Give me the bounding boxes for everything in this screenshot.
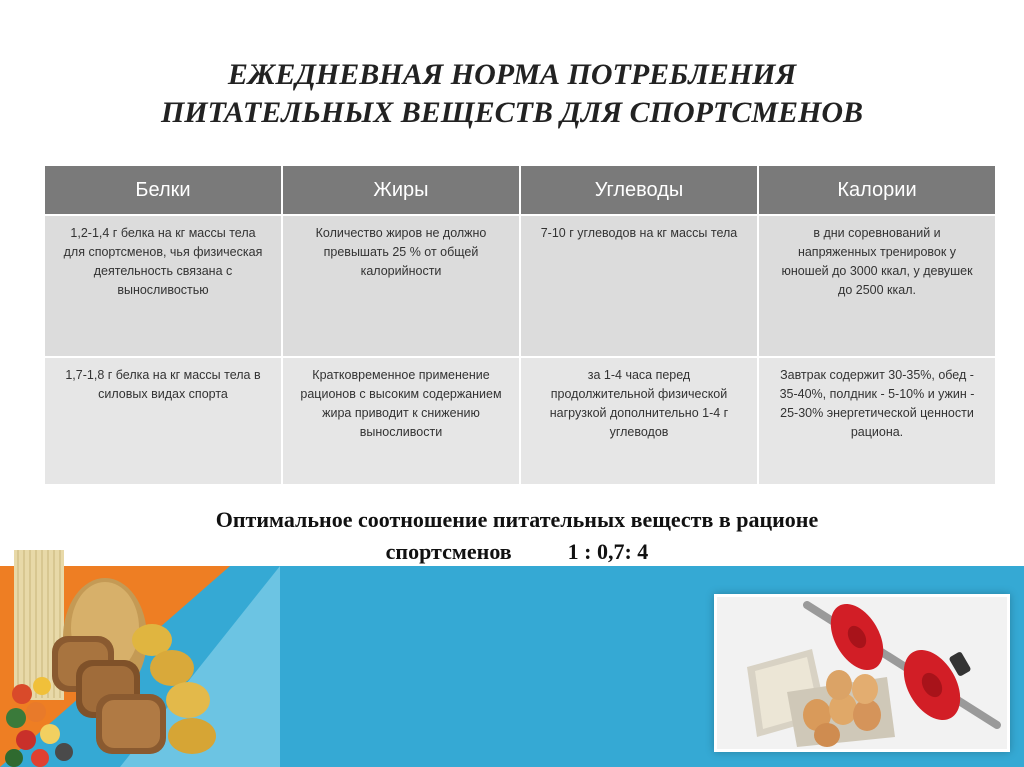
table-cell: Кратковременное применение рационов с высоким содержанием жира приводит к снижению выносливости (282, 357, 520, 485)
table-row (44, 215, 996, 357)
food-illustration (0, 548, 220, 767)
dumbbell-eggs-photo (714, 594, 1010, 752)
ratio-value: 1 : 0,7: 4 (567, 539, 649, 564)
table-cell: Количество жиров не должно превышать 25 % от общей калорийности (282, 215, 520, 357)
header-calories: Калории (758, 165, 996, 215)
table-cell: 1,2-1,4 г белка на кг массы тела для спортсменов, чья физическая деятельность связана с выносливостью (44, 215, 282, 357)
nutrition-table (43, 164, 997, 486)
table-cell: за 1-4 часа перед продолжительной физической нагрузкой дополнительно 1-4 г углеводов (520, 357, 758, 485)
dumbbell-eggs-illustration (717, 597, 1007, 749)
slide-title-line1: ЕЖЕДНЕВНАЯ НОРМА ПОТРЕБЛЕНИЯ (227, 58, 797, 91)
slide-title-line2: ПИТАТЕЛЬНЫХ ВЕЩЕСТВ ДЛЯ СПОРТСМЕНОВ (160, 96, 864, 129)
table-header-row (44, 165, 996, 215)
header-carbs: Углеводы (520, 165, 758, 215)
table-cell: 1,7-1,8 г белка на кг массы тела в силовых видах спорта (44, 357, 282, 485)
header-proteins: Белки (44, 165, 282, 215)
ratio-line1: Оптимальное соотношение питательных веществ в рационе (215, 507, 819, 532)
table-row (44, 357, 996, 485)
ratio-label: спортсменов (385, 539, 512, 564)
table-cell: 7-10 г углеводов на кг массы тела (520, 215, 758, 357)
header-fats: Жиры (282, 165, 520, 215)
table-cell: в дни соревнований и напряженных тренировок у юношей до 3000 ккал, у девушек до 2500 ккал. (758, 215, 996, 357)
table-cell: Завтрак содержит 30-35%, обед - 35-40%, полдник - 5-10% и ужин - 25-30% энергетической ценности рациона. (758, 357, 996, 485)
slide-title (0, 56, 1024, 132)
